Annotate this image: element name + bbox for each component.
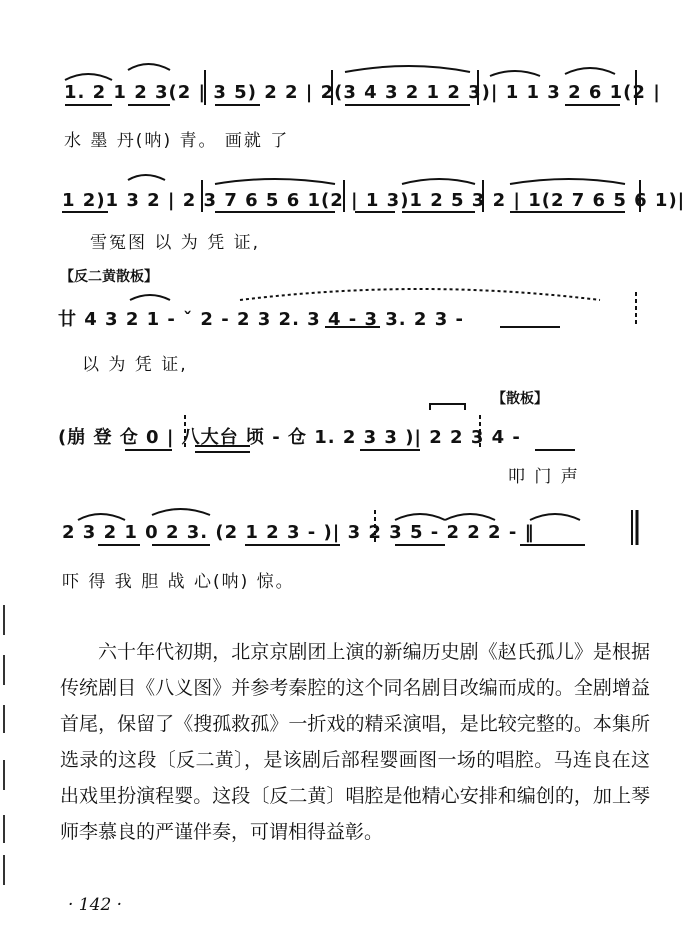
margin-bar bbox=[3, 705, 5, 733]
section-marker-fanerhuang: 【反二黄散板】 bbox=[60, 269, 158, 285]
margin-bar bbox=[3, 655, 5, 685]
lyrics-row-5: 吓 得 我 胆 战 心(呐) 惊。 bbox=[62, 572, 295, 592]
margin-bar bbox=[3, 815, 5, 843]
margin-bar bbox=[3, 760, 5, 790]
notation-row-5: 2 3 2 1 0 2 3. (2 1 2 3 - )| 3 2 3 5 - 2 2 2 - ‖ bbox=[62, 522, 535, 543]
notation-row-1: 1. 2 1 2 3(2 | 3 5) 2 2 | 2(3 4 3 2 1 2 3)| 1 1 3 2 6 1(2 | bbox=[64, 82, 661, 103]
page-number: · 142 · bbox=[68, 895, 123, 915]
lyrics-row-1: 水 墨 丹(呐) 青。 画就 了 bbox=[64, 131, 290, 151]
notation-row-3: 廿 4 3 2 1 - ˇ 2 - 2 3 2. 3 4 - 3 3. 2 3 - bbox=[58, 309, 464, 330]
lyrics-row-3: 以 为 凭 证, bbox=[82, 355, 188, 375]
notation-row-2: 1 2)1 3 2 | 2 3 7 6 5 6 1(2 | 1 3)1 2 5 3 2 | 1(2 7 6 5 6 1)| bbox=[62, 190, 686, 211]
section-marker-sanban: 【散板】 bbox=[492, 391, 548, 407]
commentary-paragraph: 六十年代初期，北京京剧团上演的新编历史剧《赵氏孤儿》是根据传统剧目《八义图》并参考秦腔的这个同名剧目改编而成的。全剧增益首尾，保留了《搜孤救孤》一折戏的精采演唱，是比较完整的。本集所选录的这段〔反二黄〕，是该剧后部程婴画图一场的唱腔。马连良在这出戏里扮演程婴。这段〔反二黄〕唱腔是他精心安排和编创的，加上琴师李慕良的严谨伴奏，可谓相得益彰。 bbox=[60, 641, 650, 843]
lyrics-row-4: 叩 门 声 bbox=[508, 467, 580, 487]
margin-bar bbox=[3, 855, 5, 885]
notation-row-4: (崩 登 仓 0 | 八大台 顷 - 仓 1. 2 3 3 )| 2 2 3 4 - bbox=[58, 427, 521, 448]
margin-bar bbox=[3, 605, 5, 635]
lyrics-row-2: 雪冤图 以 为 凭 证, bbox=[90, 233, 261, 253]
